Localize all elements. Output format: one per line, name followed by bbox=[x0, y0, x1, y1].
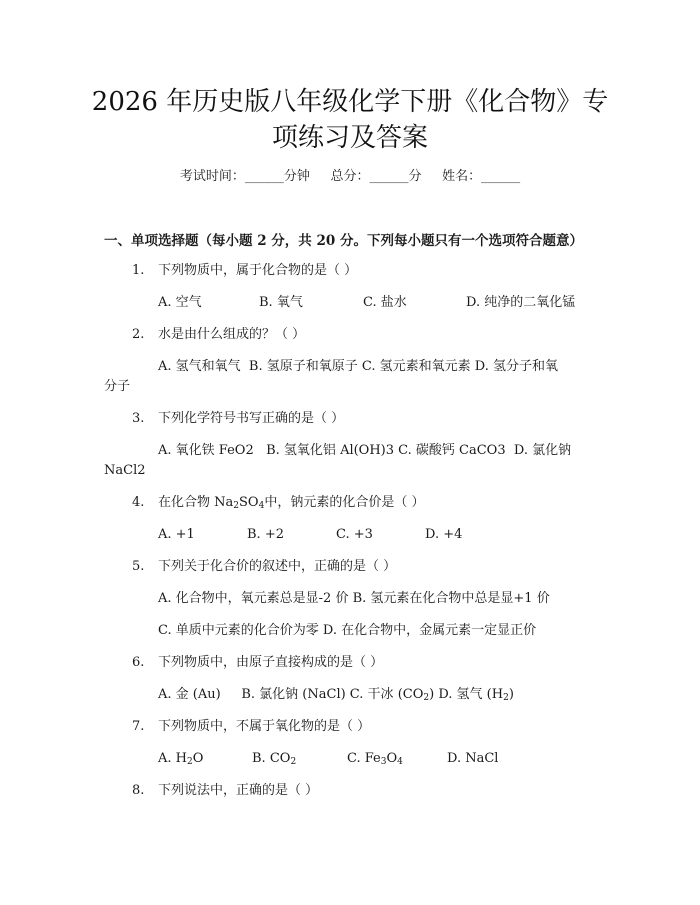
question-text: 下列化学符号书写正确的是（ ） bbox=[158, 411, 345, 426]
question-number: 6. bbox=[132, 655, 145, 670]
subscript: 2 bbox=[290, 757, 297, 767]
question-number: 4. bbox=[132, 495, 145, 510]
question-text-part: 中，钠元素的化合价是（ ） bbox=[264, 495, 425, 510]
section-heading: 一、单项选择题（每小题 2 分，共 20 分。下列每小题只有一个选项符合题意） bbox=[104, 233, 583, 249]
question-number: 2. bbox=[132, 327, 145, 342]
question-text: 下列说法中，正确的是（ ） bbox=[158, 783, 319, 798]
option: A. 空气 bbox=[158, 295, 202, 310]
option: A. +1 bbox=[158, 527, 195, 542]
option-text: A. 金 (Au) B. 氯化钠 (NaCl) C. 干冰 (CO bbox=[158, 687, 424, 702]
option-text: C. Fe bbox=[347, 751, 381, 766]
question-text: 下列关于化合价的叙述中，正确的是（ ） bbox=[158, 559, 397, 574]
question-number: 8. bbox=[132, 783, 145, 798]
option bbox=[252, 750, 296, 768]
option-line: A. 氧化铁 FeO2 B. 氢氧化铝 Al(OH)3 C. 碳酸钙 CaCO3 D. 氯化钠 bbox=[158, 443, 572, 458]
question-number: 1. bbox=[132, 263, 145, 278]
question-text: 下列物质中，由原子直接构成的是（ ） bbox=[158, 655, 384, 670]
question-text bbox=[158, 494, 424, 512]
subscript: 3 bbox=[380, 757, 387, 767]
subscript: 2 bbox=[503, 693, 509, 703]
option: D. +4 bbox=[425, 527, 463, 542]
option-text: A. H bbox=[158, 751, 187, 766]
subscript: 2 bbox=[423, 693, 430, 703]
question-text-part: SO bbox=[239, 495, 259, 510]
question-number: 3. bbox=[132, 411, 145, 426]
option: D. NaCl bbox=[447, 751, 499, 766]
option-text: ) D. 氢气 (H bbox=[429, 687, 504, 702]
question-text: 下列物质中，属于化合物的是（ ） bbox=[158, 263, 358, 278]
option-line: C. 单质中元素的化合价为零 D. 在化合物中，金属元素一定显正价 bbox=[158, 623, 537, 638]
question-text: 下列物质中，不属于氧化物的是（ ） bbox=[158, 719, 371, 734]
option bbox=[347, 750, 403, 768]
question-text: 水是由什么组成的？（ ） bbox=[158, 327, 306, 342]
option: D. 纯净的二氧化锰 bbox=[466, 295, 576, 310]
option-text: B. CO bbox=[252, 751, 291, 766]
subscript: 4 bbox=[258, 501, 265, 511]
question-number: 7. bbox=[132, 719, 145, 734]
option bbox=[158, 750, 203, 768]
subscript: 2 bbox=[187, 757, 193, 767]
question-number: 5. bbox=[132, 559, 145, 574]
exam-info: 考试时间：______分钟 总分：______分 姓名：______ bbox=[179, 169, 521, 184]
subscript: 4 bbox=[397, 757, 403, 767]
subscript: 2 bbox=[233, 501, 239, 511]
option-line: A. 化合物中，氧元素总是显-2 价 B. 氢元素在化合物中总是显+1 价 bbox=[158, 591, 550, 606]
question-text-part: 在化合物 Na bbox=[158, 495, 234, 510]
option: B. +2 bbox=[247, 527, 284, 542]
option-text: O bbox=[386, 751, 398, 766]
option-text: ) bbox=[508, 687, 514, 702]
document-title-line-2: 项练习及答案 bbox=[271, 123, 428, 153]
option: C. 盐水 bbox=[363, 295, 407, 310]
option: C. +3 bbox=[336, 527, 373, 542]
option-text: O bbox=[192, 751, 204, 766]
option-line-wrap: NaCl2 bbox=[104, 463, 146, 478]
option-line: A. 氢气和氧气 B. 氢原子和氧原子 C. 氢元素和氧元素 D. 氢分子和氧 bbox=[158, 359, 558, 374]
document-title-line-1: 2026 年历史版八年级化学下册《化合物》专 bbox=[91, 87, 609, 117]
option: B. 氧气 bbox=[259, 295, 303, 310]
option-line-wrap: 分子 bbox=[104, 379, 131, 394]
option-line bbox=[158, 686, 514, 704]
